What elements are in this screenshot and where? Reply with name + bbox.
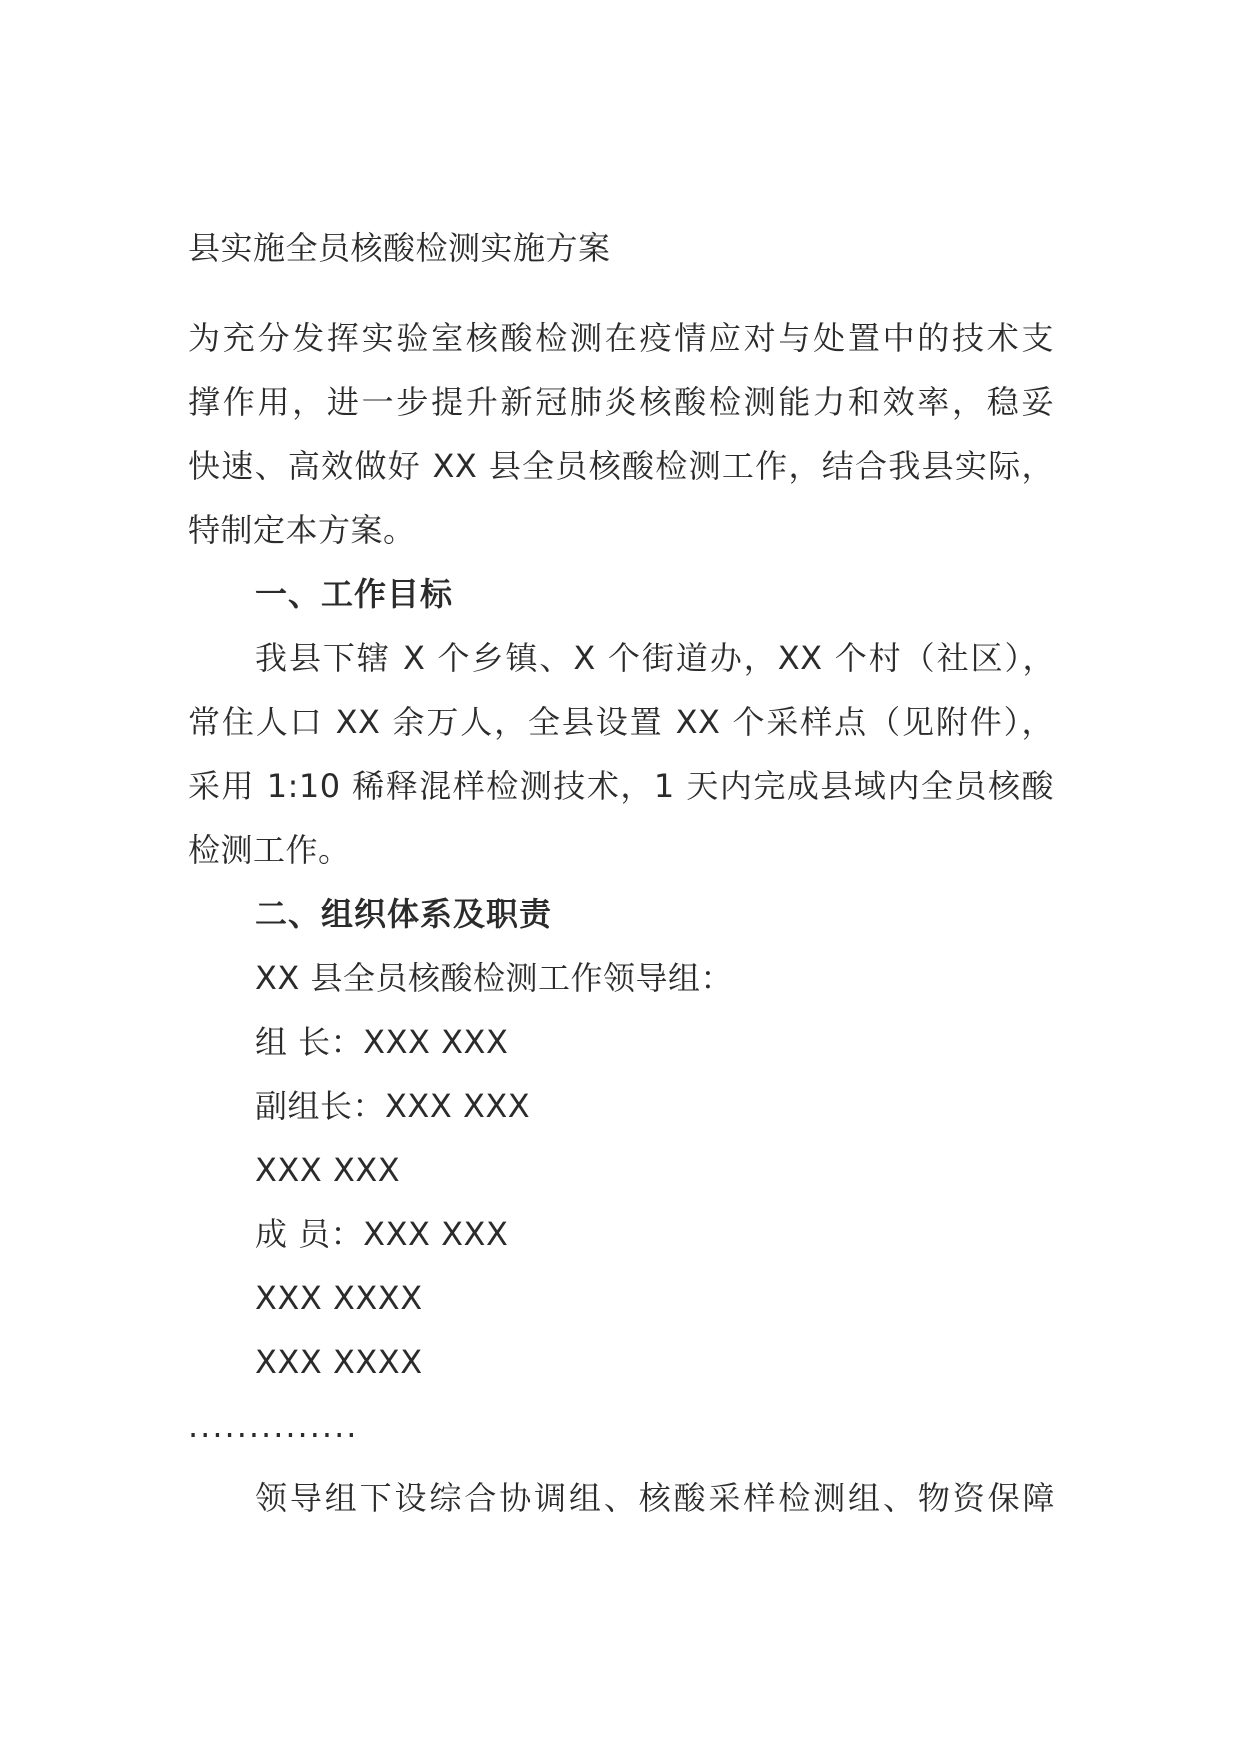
deputy-leader-extra: XXX XXX — [255, 1151, 401, 1189]
group-member-extra: XXX XXXX — [255, 1343, 423, 1381]
section-heading-goals: 一、工作目标 — [255, 575, 454, 613]
group-members: 成 员：XXX XXX — [255, 1215, 509, 1253]
subgroups-line: 领导组下设综合协调组、核酸采样检测组、物资保障 — [255, 1479, 1055, 1517]
group-leader: 组 长：XXX XXX — [255, 1023, 509, 1061]
leadership-group-title: XX 县全员核酸检测工作领导组： — [255, 959, 734, 997]
deputy-leader: 副组长：XXX XXX — [255, 1087, 531, 1125]
section-heading-organization: 二、组织体系及职责 — [255, 895, 553, 933]
intro-line: 为充分发挥实验室核酸检测在疫情应对与处置中的技术支 — [188, 319, 1054, 357]
intro-line: 撑作用，进一步提升新冠肺炎核酸检测能力和效率，稳妥 — [188, 383, 1054, 421]
group-member-extra: XXX XXXX — [255, 1279, 423, 1317]
intro-line: 特制定本方案。 — [188, 511, 416, 549]
goals-line: 我县下辖 X 个乡镇、X 个街道办，XX 个村（社区）， — [255, 639, 1055, 677]
document-title: 县实施全员核酸检测实施方案 — [188, 229, 611, 267]
goals-line: 常住人口 XX 余万人，全县设置 XX 个采样点（见附件）， — [188, 703, 1054, 741]
goals-line: 采用 1:10 稀释混样检测技术，1 天内完成县域内全员核酸 — [188, 767, 1054, 805]
goals-line: 检测工作。 — [188, 831, 351, 869]
intro-line: 快速、高效做好 XX 县全员核酸检测工作，结合我县实际， — [188, 447, 1054, 485]
ellipsis-dots: .............. — [188, 1407, 359, 1445]
